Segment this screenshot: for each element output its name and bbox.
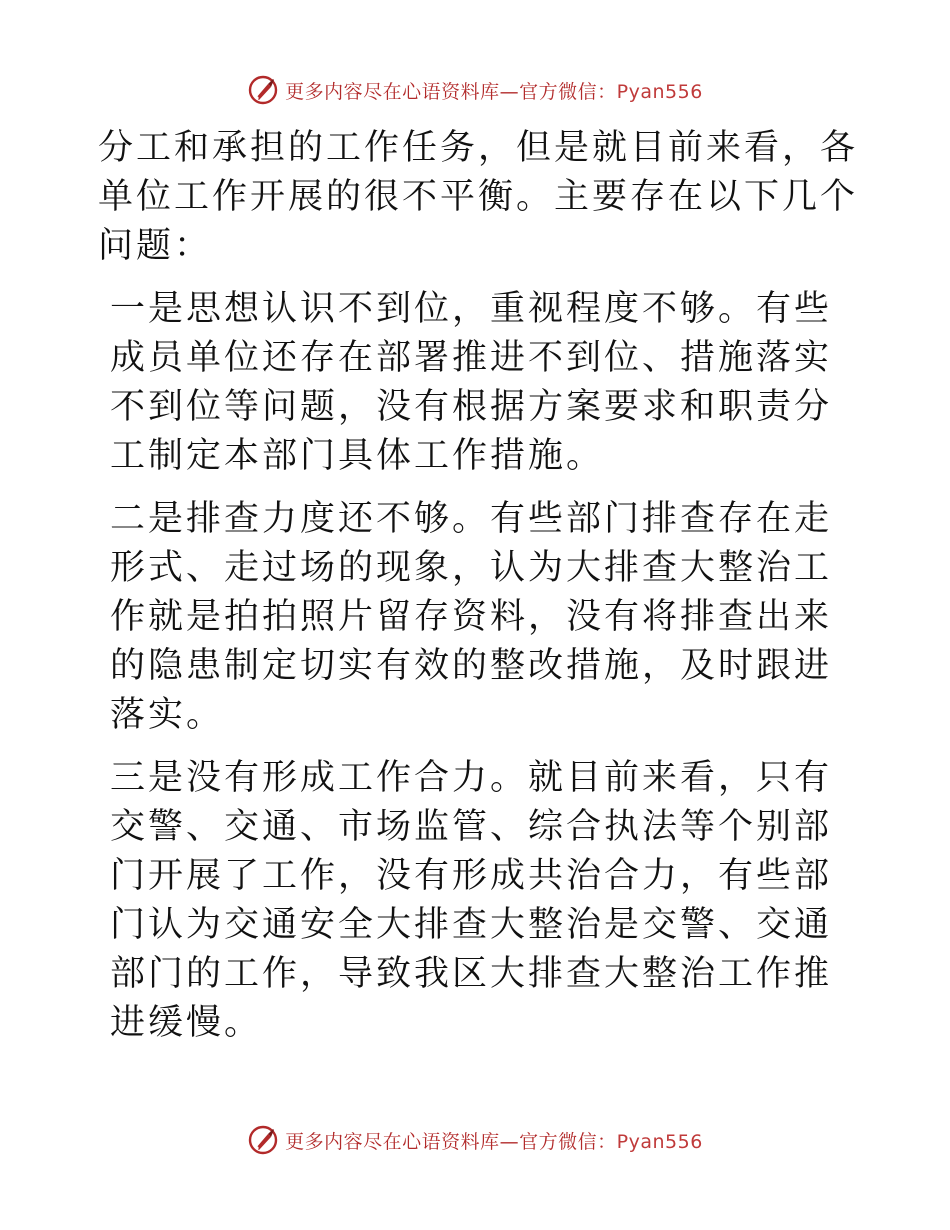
document-body <box>98 124 858 1062</box>
watermark <box>247 74 703 106</box>
footer-watermark <box>0 1120 950 1160</box>
watermark-wechat-id: Pyan556 <box>616 1130 703 1153</box>
watermark <box>247 1124 703 1156</box>
quill-pen-icon <box>247 74 279 106</box>
watermark-wechat-id: Pyan556 <box>616 80 703 103</box>
header-watermark <box>0 70 950 110</box>
paragraph-issue-2: 二是排查力度还不够。有些部门排查存在走形式、走过场的现象，认为大排查大整治工作就是拍拍照片留存资料，没有将排查出来的隐患制定切实有效的整改措施，及时跟进落实。 <box>110 499 833 735</box>
watermark-text: 更多内容尽在心语资料库—官方微信：Pyan556 <box>285 80 703 103</box>
quill-pen-icon <box>247 1124 279 1156</box>
paragraph-issue-3: 三是没有形成工作合力。就目前来看，只有交警、交通、市场监管、综合执法等个别部门开展了工作，没有形成共治合力，有些部门认为交通安全大排查大整治是交警、交通部门的工作，导致我区大排查大整治工作推进缓慢。 <box>110 758 833 1043</box>
paragraph-intro: 分工和承担的工作任务，但是就目前来看，各单位工作开展的很不平衡。主要存在以下几个问题： <box>98 128 859 266</box>
watermark-text: 更多内容尽在心语资料库—官方微信：Pyan556 <box>285 1130 703 1153</box>
paragraph-issue-1: 一是思想认识不到位，重视程度不够。有些成员单位还存在部署推进不到位、措施落实不到位等问题，没有根据方案要求和职责分工制定本部门具体工作措施。 <box>110 289 833 476</box>
